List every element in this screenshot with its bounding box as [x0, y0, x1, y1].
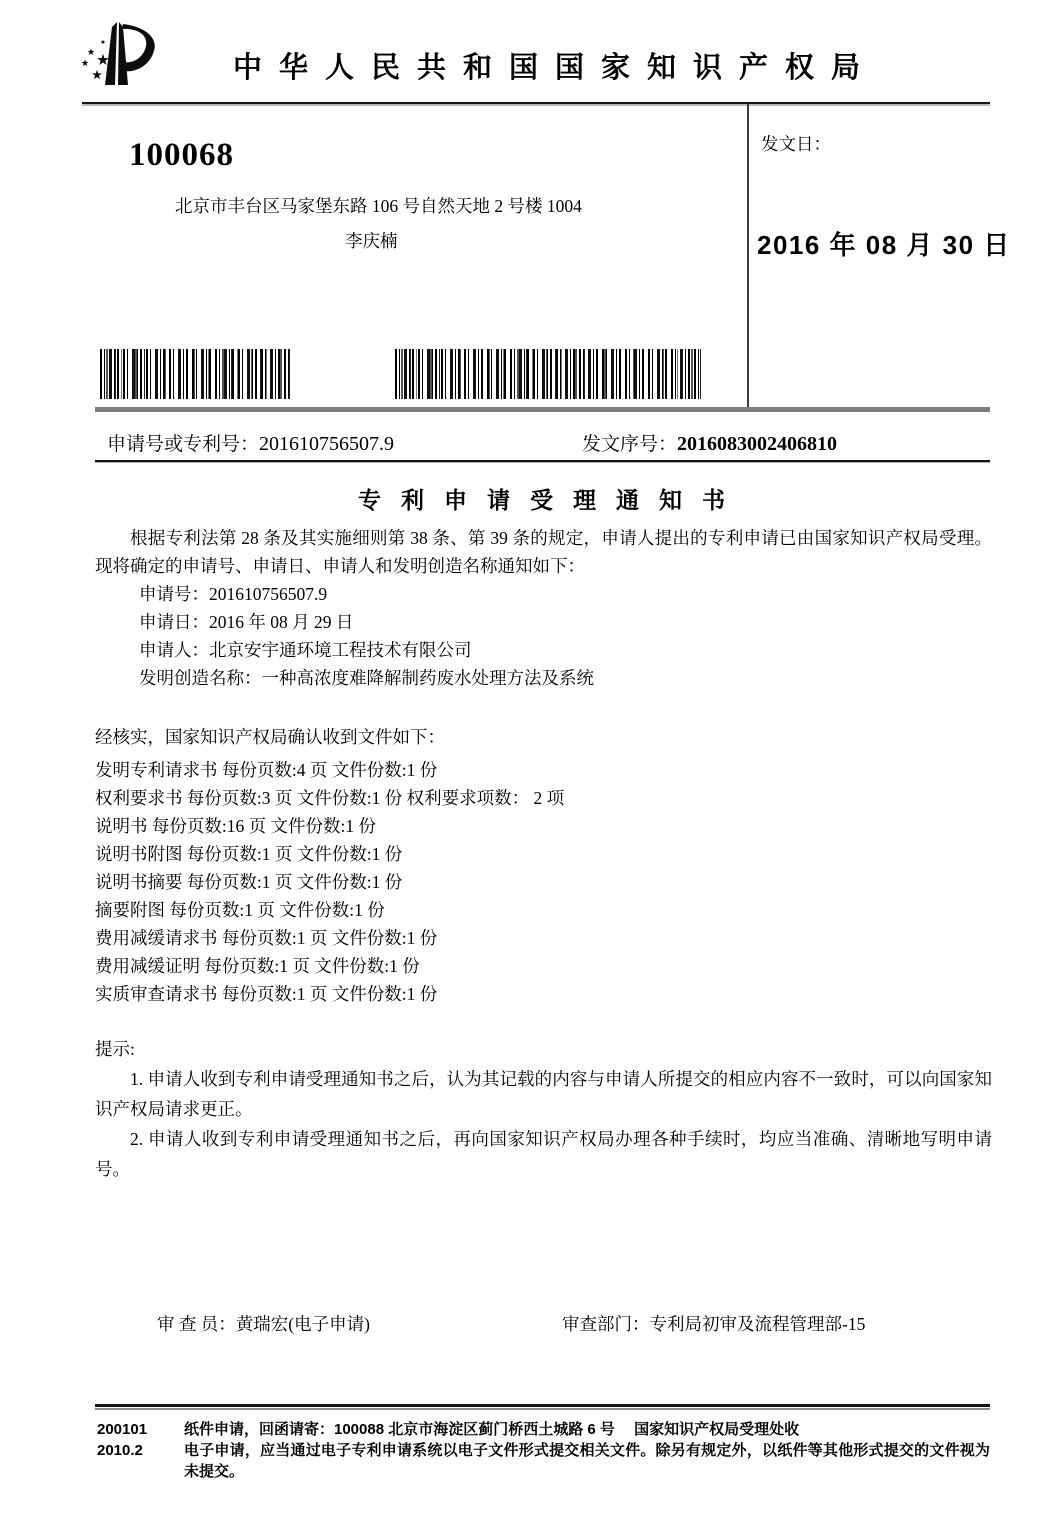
header-divider [82, 102, 990, 104]
tip-item-1: 1. 申请人收到专利申请受理通知书之后，认为其记载的内容与申请人所提交的相应内容不一致时，可以向国家知识产权局请求更正。 [95, 1069, 992, 1119]
footer-note-electronic: 电子申请，应当通过电子专利申请系统以电子文件形式提交相关文件。除另有规定外，以纸件等其他形式提交的文件视为未提交。 [184, 1442, 990, 1480]
serial-number-label: 发文序号： [582, 434, 678, 455]
address-section-divider [95, 407, 990, 412]
footer-note-paper: 纸件申请，回函请寄：100088 北京市海淀区蓟门桥西土城路 6 号 国家知识产权局受理处收 [184, 1421, 800, 1438]
field-filing-date: 申请日：2016 年 08 月 29 日 [139, 612, 354, 632]
footer-form-code: 200101 [97, 1421, 148, 1438]
star-icon [101, 39, 106, 44]
department-row [562, 1311, 865, 1336]
footer-codes [97, 1419, 177, 1461]
star-icon [81, 59, 88, 66]
dispatch-date-label: 发文日： [761, 134, 831, 154]
received-file-item: 费用减缓请求书 每份页数:1 页 文件份数:1 份 [95, 928, 438, 948]
received-file-item: 发明专利请求书 每份页数:4 页 文件份数:1 份 [95, 760, 438, 780]
department-label: 审查部门： [562, 1314, 650, 1334]
dispatch-date-value: 2016 年 08 月 30 日 [757, 230, 1011, 260]
recipient-postcode: 100068 [129, 137, 234, 173]
application-number-row [107, 429, 394, 456]
received-file-item: 说明书摘要 每份页数:1 页 文件份数:1 份 [95, 872, 403, 892]
org-title: 中华人民共和国国家知识产权局 [233, 52, 878, 84]
footer-notes [184, 1419, 990, 1482]
serial-number-value: 2016083002406810 [677, 433, 838, 455]
star-icon [92, 70, 102, 79]
recipient-address: 北京市丰台区马家堡东路 106 号自然天地 2 号楼 1004 [175, 196, 582, 216]
serial-number-row [582, 429, 837, 456]
barcode-right-icon [395, 349, 701, 399]
examiner-row [157, 1311, 370, 1336]
notice-title: 专利申请受理通知书 [358, 487, 745, 513]
received-file-item: 实质审查请求书 每份页数:1 页 文件份数:1 份 [95, 984, 438, 1004]
reference-divider [95, 460, 990, 462]
recipient-name: 李庆楠 [345, 231, 398, 251]
received-files-list [95, 756, 564, 1008]
field-invention-title: 发明创造名称：一种高浓度难降解制药废水处理方法及系统 [139, 668, 594, 688]
footer-divider [95, 1404, 990, 1410]
footer-form-version: 2010.2 [97, 1442, 143, 1459]
received-file-item: 说明书附图 每份页数:1 页 文件份数:1 份 [95, 844, 403, 864]
department-value: 专利局初审及流程管理部-15 [649, 1314, 866, 1334]
sipo-emblem-logo [74, 20, 166, 92]
received-file-item: 权利要求书 每份页数:3 页 文件份数:1 份 权利要求项数： 2 项 [95, 788, 565, 808]
field-applicant: 申请人：北京安宇通环境工程技术有限公司 [139, 640, 472, 660]
tips-label: 提示: [95, 1039, 135, 1059]
dispatch-box-divider [747, 104, 749, 409]
star-icon [87, 48, 94, 55]
application-fields [139, 580, 594, 692]
received-file-item: 说明书 每份页数:16 页 文件份数:1 份 [95, 816, 376, 836]
star-icon [97, 54, 109, 65]
received-file-item: 费用减缓证明 每份页数:1 页 文件份数:1 份 [95, 956, 420, 976]
examiner-value: 黄瑞宏(电子申请) [235, 1314, 370, 1334]
received-file-item: 摘要附图 每份页数:1 页 文件份数:1 份 [95, 900, 385, 920]
tip-item-2: 2. 申请人收到专利申请受理通知书之后，再向国家知识产权局办理各种手续时，均应当准确、清晰地写明申请号。 [95, 1129, 992, 1179]
received-files-intro: 经核实，国家知识产权局确认收到文件如下： [95, 727, 445, 747]
notice-intro-paragraph: 根据专利法第 28 条及其实施细则第 38 条、第 39 条的规定，申请人提出的专利申请已由国家知识产权局受理。现将确定的申请号、申请日、申请人和发明创造名称通知如下： [95, 528, 992, 576]
field-application-number: 申请号：201610756507.9 [139, 584, 328, 604]
examiner-label: 审 查 员： [157, 1314, 236, 1334]
barcode-left-icon [100, 349, 291, 399]
application-number-label: 申请号或专利号： [107, 434, 260, 455]
application-number-value: 201610756507.9 [259, 433, 395, 455]
